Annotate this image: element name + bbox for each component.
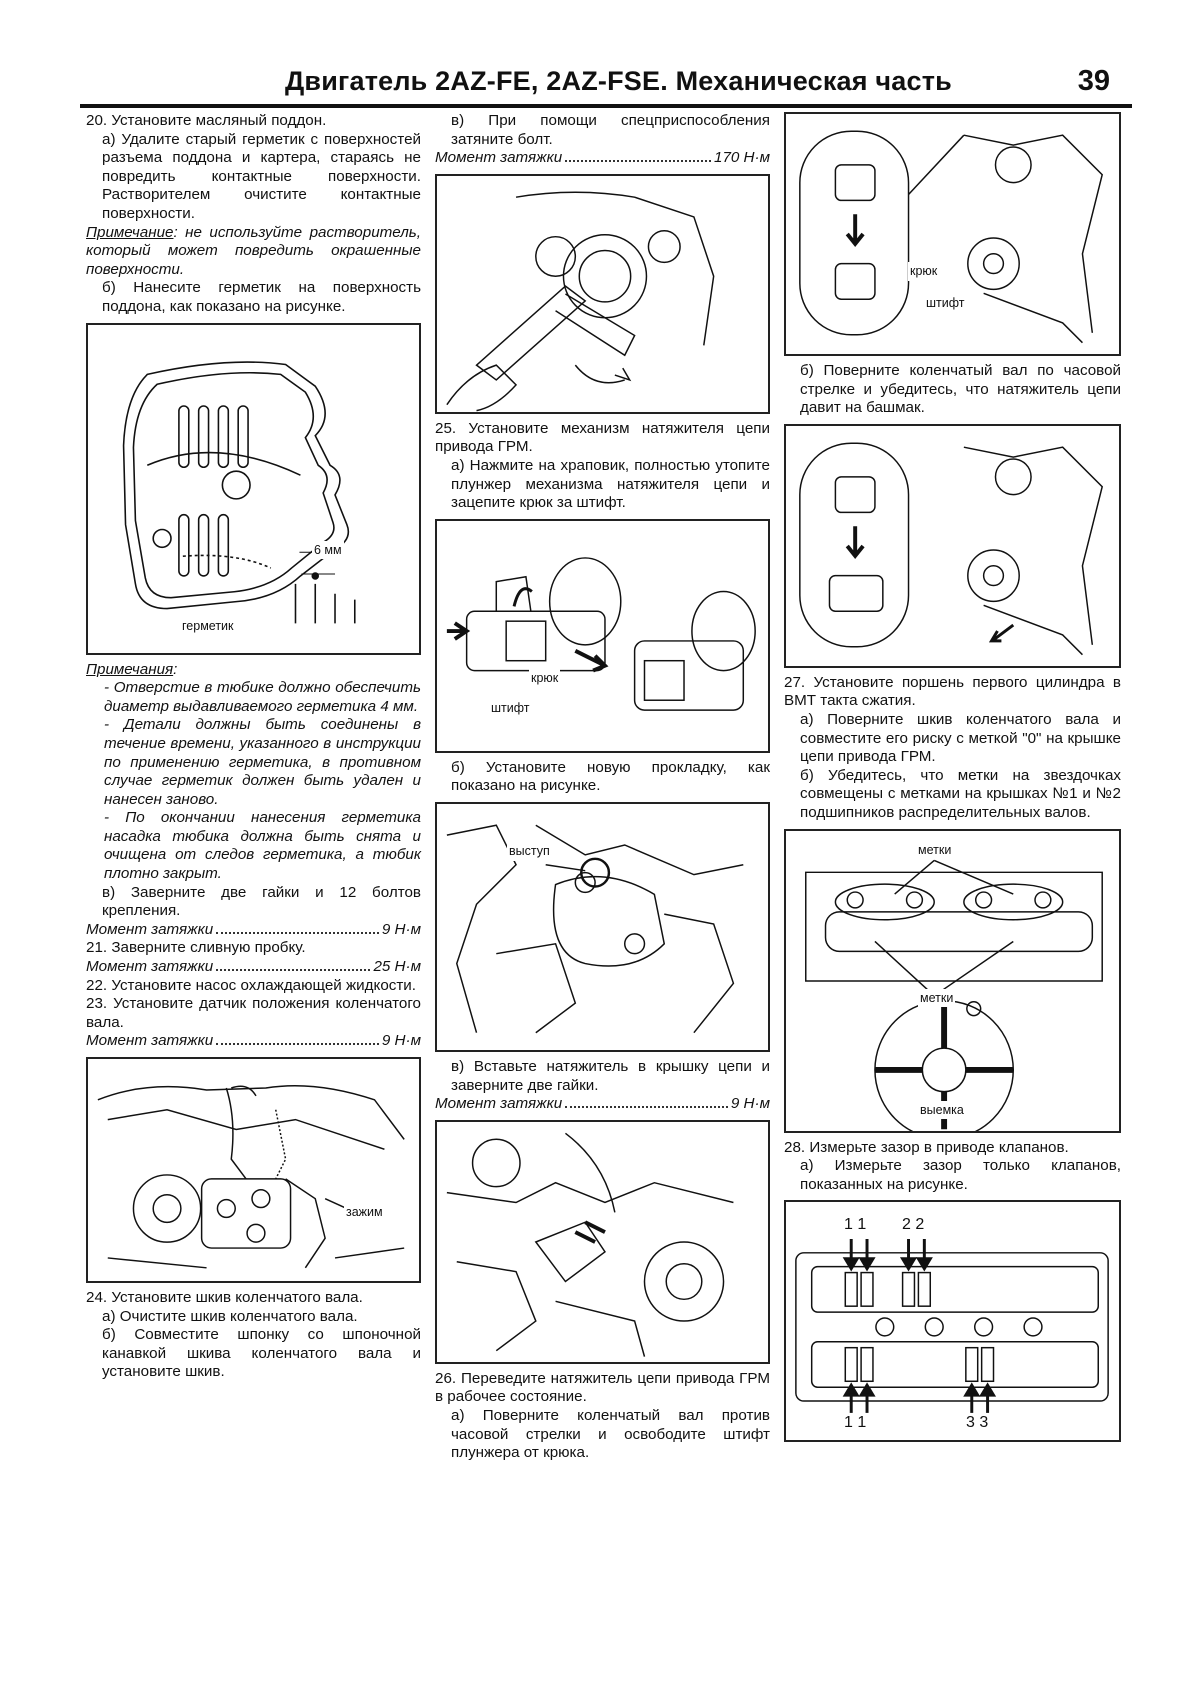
figure-tensioner-check [784,424,1121,668]
step-24: 24. Установите шкив коленчатого вала. [86,1289,363,1306]
gasket-drawing [437,804,768,1050]
step-25: 25. Установите механизм натяжителя цепи привода ГРМ. [435,419,770,456]
label-valves-1-bottom: 1 1 [844,1414,867,1432]
label-pin: штифт [924,294,966,313]
oil-pan-drawing [88,325,419,653]
step-27: 27. Установите поршень первого цилиндра в ВМТ такта сжатия. [784,673,1121,710]
label-notch: выемка [918,1101,966,1120]
figure-timing-marks [784,829,1121,1133]
label-marks-top: метки [916,841,953,860]
dot-leader [565,160,711,162]
note-2-item-1: - Отверстие в тюбике должно обеспечить диаметр выдавливаемого герметика 4 мм. [104,679,421,715]
label-6mm: 6 мм [312,541,344,560]
step-28: 28. Измерьте зазор в приводе клапанов. [784,1138,1069,1156]
page-number: 39 [1077,65,1110,97]
torque-label: Момент затяжки [435,149,563,167]
note-1-label: Примечание [86,223,174,241]
notes-2-label: Примечания [86,660,174,678]
tensioner-shoe-drawing [786,114,1119,354]
page-header [80,64,1132,108]
note-2-item-3: - По окончании нанесения герметика насадка тюбика должна быть снята и очищена от следов герметика, а тюбик плотно закрыт. [104,809,421,883]
torque-row-2 [86,958,421,977]
label-protrusion: выступ [507,842,552,861]
timing-marks-drawing [786,831,1119,1131]
note-1-text: : не используйте растворитель, который может повредить окрашенные поверхности. [86,223,421,278]
crank-sensor-drawing [88,1059,419,1281]
step-26: 26. Переведите натяжитель цепи привода ГРМ в рабочее состояние. [435,1369,770,1406]
figure-pulley-tool [435,174,770,414]
torque-label: Момент затяжки [86,1032,214,1050]
label-valves-1-top: 1 1 [844,1216,867,1234]
label-valves-3: 3 3 [966,1414,989,1432]
figure-gasket [435,802,770,1052]
step-23: 23. Установите датчик положения коленчатого вала. [86,995,421,1031]
step-27b: б) Убедитесь, что метки на звездочках совмещены с метками на крышках №1 и №2 подшипников распределительных валов. [800,766,1121,821]
tensioner-release-drawing [437,1122,768,1362]
figure-tensioner-release [435,1120,770,1364]
dot-leader [216,1043,379,1045]
torque-value: 25 Н·м [373,958,421,976]
figure-valve-clearance [784,1200,1121,1442]
dot-leader [565,1106,728,1108]
label-clamp: зажим [344,1203,385,1222]
column-3 [784,112,1121,1448]
label-sealant: герметик [180,617,236,636]
torque-row-3 [86,1032,421,1051]
notes-2-title: Примечания: [86,660,178,678]
figure-tensioner-shoe [784,112,1121,356]
step-24b: б) Совместите шпонку со шпоночной канавкой шкива коленчатого вала и установите шкив. [102,1326,421,1381]
step-24a: а) Очистите шкив коленчатого вала. [102,1307,358,1325]
step-20c: в) Заверните две гайки и 12 болтов крепления. [102,883,421,920]
valve-clearance-drawing [786,1202,1119,1440]
tensioner-check-drawing [786,426,1119,666]
page-title: Двигатель 2AZ-FE, 2AZ-FSE. Механическая часть [285,66,952,96]
tensioner-hook-drawing [437,521,768,751]
note-2-item-2: - Детали должны быть соединены в течение времени, указанного в инструкции по применению герметика, в противном случае герметик должен быть удален и нанесен заново. [104,716,421,808]
label-hook: крюк [529,669,560,688]
step-25a: а) Нажмите на храповик, полностью утопите плунжер механизма натяжителя цепи и зацепите крюк за штифт. [451,456,770,512]
label-hook: крюк [908,262,939,281]
step-26b: б) Поверните коленчатый вал по часовой стрелке и убедитесь, что натяжитель цепи давит на башмак. [800,362,1121,417]
torque-value: 9 Н·м [381,920,421,938]
pulley-tool-drawing [437,176,768,412]
step-20b: б) Нанесите герметик на поверхность поддона, как показано на рисунке. [102,279,421,315]
dot-leader [216,932,379,934]
step-24c: в) При помощи спецприспособления затяните болт. [451,112,770,148]
label-valves-2: 2 2 [902,1216,925,1234]
step-25b: б) Установите новую прокладку, как показано на рисунке. [451,758,770,795]
figure-crank-sensor [86,1057,421,1283]
column-2 [435,112,770,1463]
figure-tensioner-hook [435,519,770,753]
step-26a: а) Поверните коленчатый вал против часовой стрелки и освободите штифт плунжера от крюка. [451,1406,770,1462]
step-28a: а) Измерьте зазор только клапанов, показанных на рисунке. [800,1157,1121,1193]
column-1 [86,112,421,1382]
torque-value: 9 Н·м [730,1095,770,1113]
step-22: 22. Установите насос охлаждающей жидкости. [86,976,417,994]
note-1 [86,224,421,280]
torque-value: 9 Н·м [381,1032,421,1050]
label-pin: штифт [489,699,531,718]
torque-label: Момент затяжки [86,958,214,976]
step-21: 21. Заверните сливную пробку. [86,939,306,957]
torque-label: Момент затяжки [435,1095,563,1113]
torque-row-1 [86,921,421,940]
torque-label: Момент затяжки [86,920,214,938]
step-27a: а) Поверните шкив коленчатого вала и совместите его риску с меткой "0" на крышке цепи привода ГРМ. [800,710,1121,766]
step-25c: в) Вставьте натяжитель в крышку цепи и заверните две гайки. [451,1057,770,1094]
torque-value: 170 Н·м [714,149,770,167]
dot-leader [216,969,370,971]
torque-row-1 [435,149,770,168]
step-20: 20. Установите масляный поддон. [86,112,327,129]
torque-row-2 [435,1095,770,1114]
figure-oil-pan-sealant [86,323,421,655]
step-20a: а) Удалите старый герметик с поверхностей разъема поддона и картера, стараясь не повредить контактные поверхности. Растворителем очистите контактные поверхности. [102,130,421,222]
label-marks-mid: метки [918,989,955,1008]
